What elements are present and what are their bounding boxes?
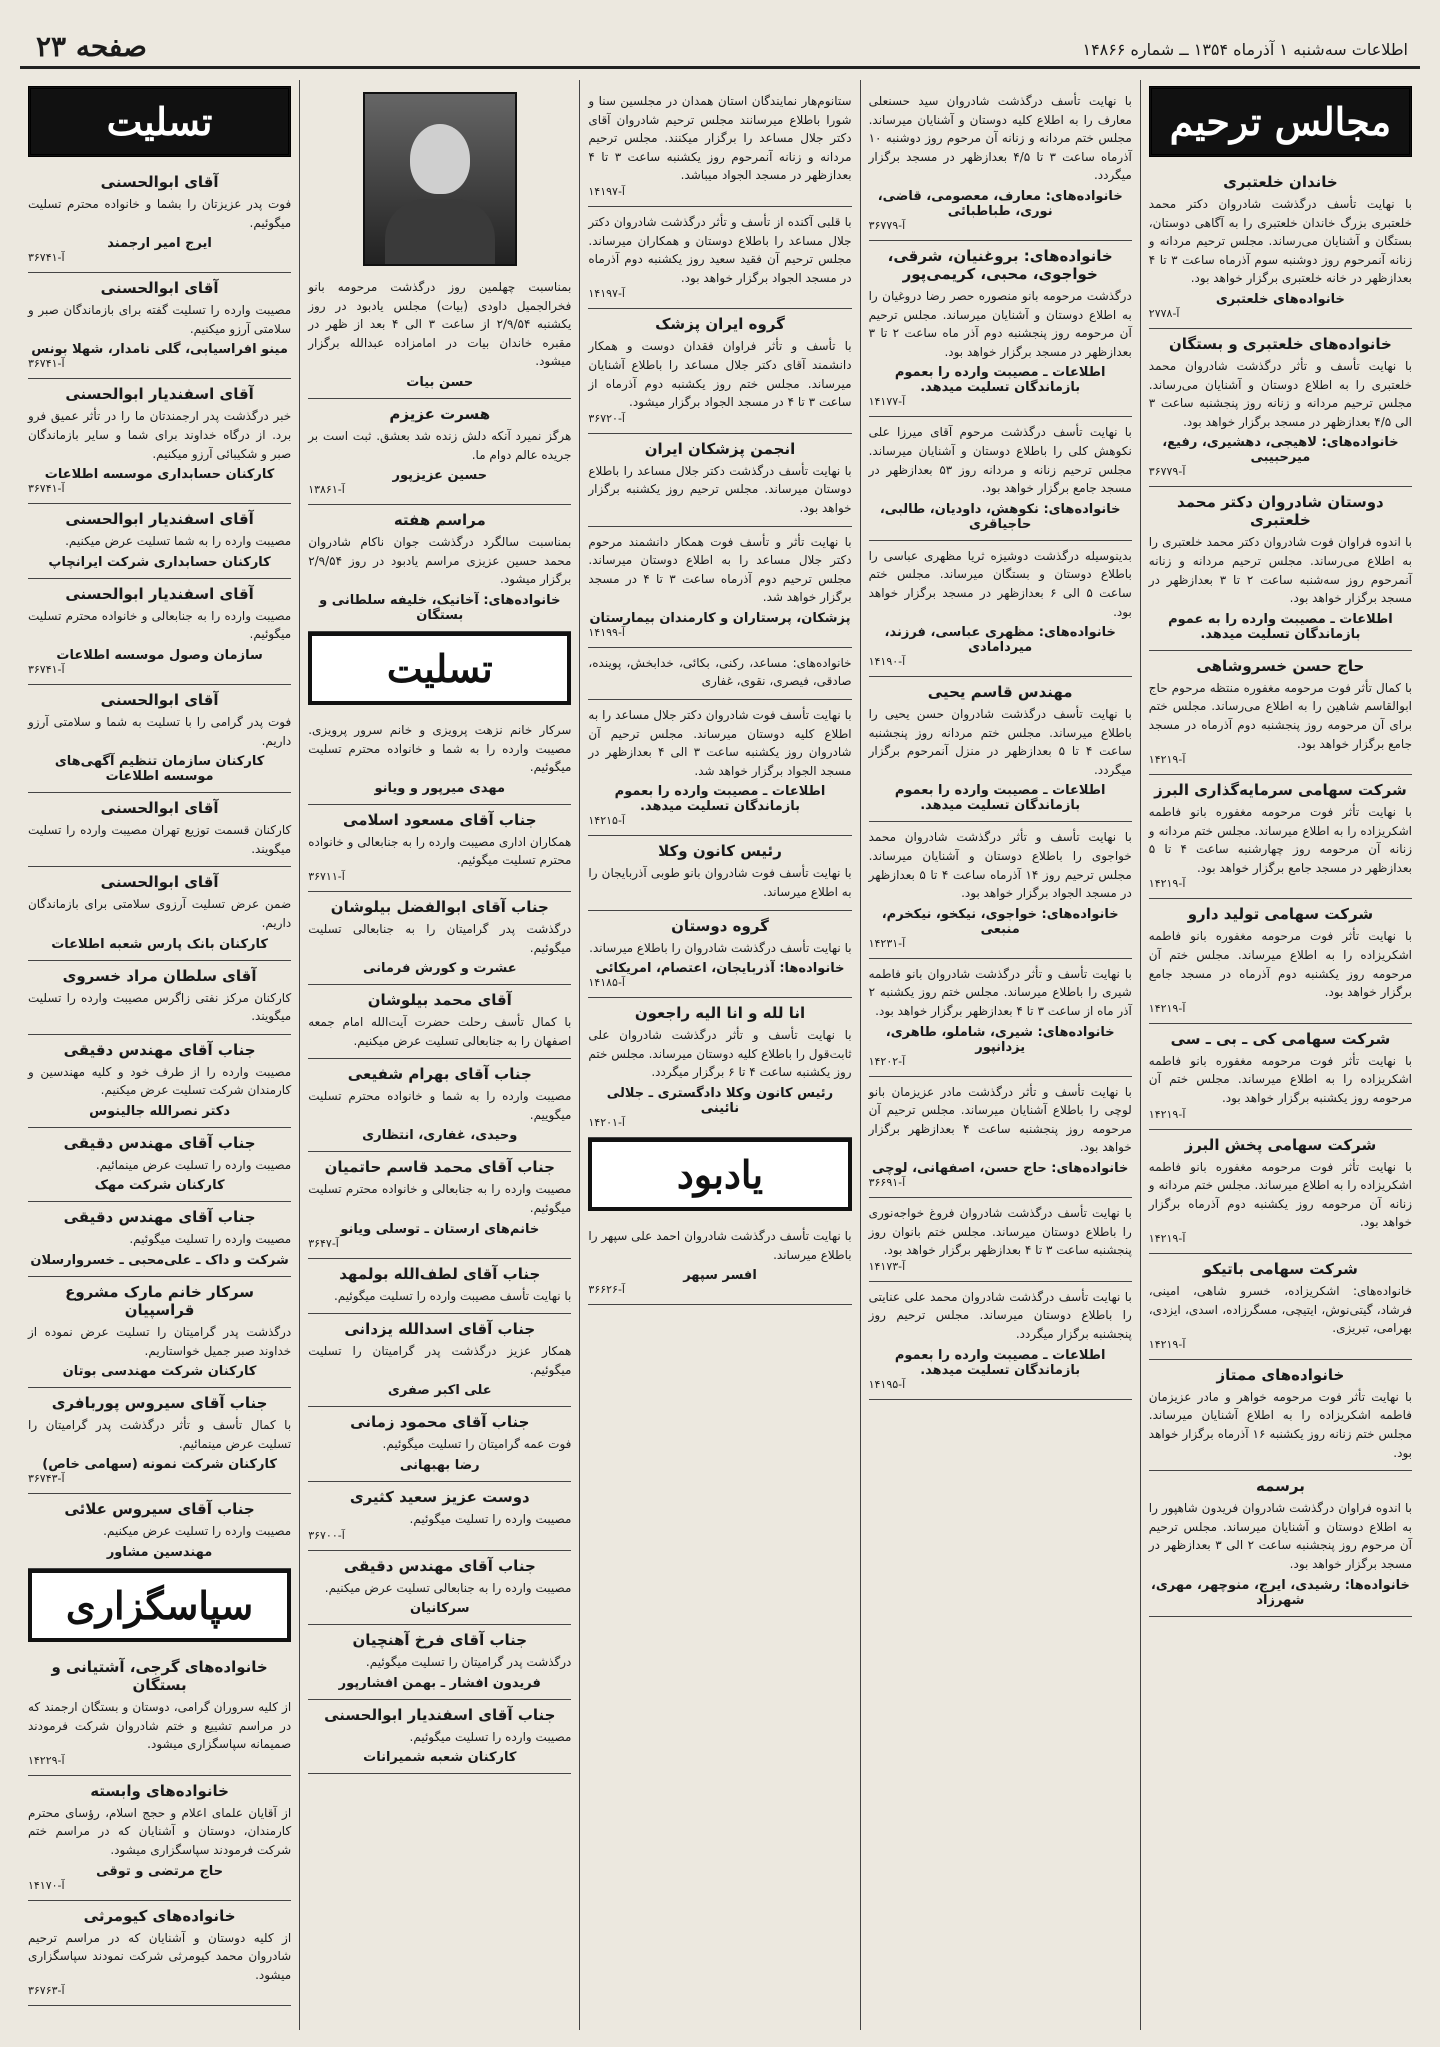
notice-body: با تأسف و تأثر فراوان فقدان دوست و همکار دانشمند آقای دکتر جلال مساعد را باطلاع آشنایان میرساند. مجلس ختم روز یکشنبه دوم آذرماه از ساعت ۳ تا ۴ در مسجد الجواد برگزار میشود.: [588, 339, 852, 410]
notice-signature: اطلاعات ـ مصیبت وارده را بعموم بازماندگان تسلیت میدهد.: [894, 783, 1106, 814]
notice-signature: افسر سپهر: [683, 1268, 757, 1284]
notice-signature: وحیدی، غفاری، انتظاری: [362, 1128, 518, 1144]
notice: [28, 379, 291, 504]
notice-body: همکاران اداری مصیبت وارده را به جنابعالی و خانواده محترم تسلیت میگوئیم.: [308, 834, 572, 868]
notice: [28, 167, 291, 273]
notice: [869, 677, 1132, 822]
tasliyat-banner: تسلیت: [28, 86, 291, 157]
notice: [588, 309, 851, 433]
notice-signature: خانواده‌های: شیری، شاملو، طاهری، یزدانپور: [885, 1024, 1115, 1055]
tasliyat-banner-2: تسلیت: [308, 632, 571, 705]
notice: [588, 207, 851, 309]
notice-code: آ-۳۶۷۷۹: [1148, 465, 1186, 479]
notice-code: آ-۳۶۶۹۱: [868, 1176, 906, 1189]
notice-code: آ-۱۴۱۸۵: [588, 976, 625, 990]
notice-signature: سرکانیان: [410, 1601, 470, 1617]
notice-code: آ-۳۶۷۶۳: [27, 1984, 65, 1998]
notice-signature: خانواده‌ها: رشیدی، ایرج، منوچهر، مهری، شهرزاد: [1150, 1577, 1410, 1608]
notice-code: آ-۱۴۱۷۷: [868, 395, 906, 409]
notice: [588, 998, 851, 1138]
notice-signature: فریدون افشار ـ بهمن افشارپور: [338, 1675, 541, 1691]
notice-code: آ-۳۶۶۲۶: [588, 1283, 625, 1297]
notice: [308, 1314, 571, 1407]
notice: [308, 1259, 571, 1315]
notice-body: درگذشت پدر گرامیتان را تسلیت میگوئیم.: [365, 1655, 572, 1670]
notice: [588, 836, 851, 910]
notice-title: رئیس کانون وکلا: [658, 842, 782, 861]
notice-body: با نهایت تأسف درگذشت مرحوم آقای میرزا علی نکوهش کلی را باطلاع دوستان و آشنایان میرساند. مجلس ترحیم زنانه و مردانه روز ۵۳ بعدازظهر در مسجد جامع برگزار خواهد بود.: [868, 425, 1132, 496]
notice-title: آقای ابوالحسنی: [100, 279, 219, 298]
notice-title: جناب آقای محمود زمانی: [350, 1413, 530, 1432]
notice: [308, 892, 571, 985]
notice-title: شرکت سهامی سرمایه‌گذاری البرز: [1154, 781, 1407, 800]
notice-title: آقای ابوالحسنی: [100, 690, 219, 709]
notice-body: مصیبت وارده را تسلیت میگوئیم.: [409, 1512, 572, 1527]
notice-body: کارکنان قسمت توزیع تهران مصیبت وارده را تسلیت میگویند.: [27, 823, 292, 856]
notice: [308, 399, 571, 505]
notice-title: آقای سلطان مراد خسروی: [62, 966, 257, 985]
notice: [28, 961, 291, 1035]
column-3: [579, 80, 859, 2030]
notice: [28, 867, 291, 960]
notice-title: مهندس قاسم یحیی: [927, 683, 1073, 702]
notice-body: فوت پدر گرامی را با تسلیت به شما و سلامتی آرزو داریم.: [27, 714, 292, 748]
notice-signature: کارکنان شعبه شمیرانات: [363, 1750, 517, 1766]
notice-title: جناب آقای مهندس دقیقی: [63, 1208, 256, 1227]
notice: [308, 1407, 571, 1482]
notice-body: با نهایت تأسف و تأثر درگذشت شادروان علی ثابت‌قول را باطلاع کلیه دوستان میرساند. مجلس ختم روز یکشنبه ساعت ۴ تا ۶ برگزار میگردد.: [588, 1028, 852, 1080]
notice-title: انا لله و انا الیه راجعون: [634, 1004, 806, 1023]
column-1: [1140, 80, 1420, 2030]
notice-code: آ-۱۴۲۱۹: [1148, 1337, 1186, 1351]
notice: [308, 1152, 571, 1258]
notice: [869, 86, 1132, 241]
notice-body: با کمال تأسف رحلت حضرت آیت‌الله امام جمعه اصفهان را به جنابعالی تسلیت عرض میکنیم.: [308, 1015, 572, 1048]
notice-body: با نهایت تأسف فوت شادروان دکتر جلال مساعد را به اطلاع کلیه دوستان میرساند. مجلس ترحیم آن شادروان روز یکشنبه ساعت ۳ الی ۴ بعدازظهر در مسجد الجواد برگزار خواهد شد.: [588, 708, 852, 778]
notice-body: همکار عزیز درگذشت پدر گرامیتان را تسلیت میگوئیم.: [308, 1344, 572, 1377]
majales-banner: مجالس ترحیم: [1149, 86, 1412, 157]
notice: [869, 1198, 1132, 1282]
notice-title: مراسم هفته: [393, 511, 486, 530]
notice-title: جناب آقای سیروس علائی: [64, 1500, 255, 1519]
notice-body: با نهایت تأسف و تأثر درگذشت شادروان بانو فاطمه شیری را باطلاع میرساند. مجلس ختم روز یکشنبه ۲ آذر ماه از ساعت ۳ تا ۴ بعدازظهر برگزار خواهد بود.: [868, 966, 1132, 1019]
notice-code: آ-۱۴۱۹۵: [868, 1377, 906, 1391]
notice-code: آ-۱۴۲۱۹: [1148, 1232, 1186, 1245]
notice: [1149, 1254, 1412, 1360]
notice-signature: رئیس کانون وکلا دادگستری ـ جلالی نائینی: [606, 1086, 834, 1116]
notice: [869, 241, 1132, 417]
notice-signature: خانواده‌ها: آذربایجان، اعتصام، امریکائی: [595, 961, 845, 977]
notice-body: سرکار خانم نزهت پرویزی و خانم سرور پرویزی. مصیبت وارده را به شما و خانواده محترم تسلیت میگوئیم.: [308, 722, 572, 775]
notice-body: مصیبت وارده را تسلیت عرض مینمائیم.: [95, 1157, 292, 1172]
notice-body: با نهایت تأسف درگذشت شادروان سید حسنعلی معارف را به اطلاع کلیه دوستان و آشنایان میرساند. مجلس ختم مردانه و زنانه آن مرحوم روز دوشنبه ۱۰ آذرماه ساعت ۳ تا ۴/۵ بعدازظهر در مسجد برگزار میگردد.: [868, 94, 1132, 183]
notice-title: خانواده‌های خلعتبری و بستگان: [1168, 334, 1392, 353]
notice-body: با نهایت تأسف فوت شادروان بانو طوبی آذربایجان را به اطلاع میرساند.: [588, 866, 852, 900]
notice: [588, 86, 851, 207]
notice-title: شرکت سهامی تولید دارو: [1187, 905, 1374, 924]
notice-body: با نهایت تأثر فوت مرحومه خواهر و مادر عزیزمان فاطمه اشکریزاده را به اطلاع آشنایان میرساند. مجلس ختم زنانه روز یکشنبه ۱۶ آذرماه برگزار خواهد بود.: [1148, 1389, 1412, 1460]
notice-title: جناب آقای لطف‌الله بولمهد: [339, 1264, 541, 1283]
notice-body: با نهایت تأثر فوت مرحومه مغفوره بانو فاطمه اشکریزاده را به اطلاع میرساند. مجلس ختم مردانه و زنانه آن مرحومه روز یکشنبه دوم آذرماه برگزار خواهد بود.: [1148, 1159, 1412, 1230]
notice: [28, 504, 291, 579]
notice: [308, 505, 571, 632]
notice-title: آقای اسفندیار ابوالحسنی: [65, 510, 254, 529]
notice-title: خاندان خلعتبری: [1223, 173, 1338, 191]
notice: [1149, 1024, 1412, 1130]
notice-title: خانواده‌های گرجی، آشتیانی و بستگان: [51, 1658, 268, 1695]
column-5: [20, 80, 299, 2030]
notice-code: آ-۱۴۱۹۷: [588, 287, 625, 301]
notice-body: مصیبت وارده را تسلیت عرض میکنیم.: [103, 1524, 292, 1539]
notice-body: با نهایت تأسف درگذشت شادروان محمد علی عنایتی را باطلاع دوستان میرساند. مجلس ترحیم روز پنجشنبه برگزار میگردد.: [868, 1289, 1132, 1341]
notice-signature: خانواده‌های خلعتبری: [1215, 291, 1345, 307]
notice-code: آ-۳۶۷۴۱: [27, 662, 65, 676]
notice: [869, 541, 1132, 677]
notice-code: آ-۳۶۷۱۱: [308, 869, 345, 883]
notice-signature: خانواده‌های: لاهیجی، دهشیری، رفیع، میرحبیبی: [1162, 435, 1399, 466]
notice-title: حاج حسن خسروشاهی: [1196, 656, 1365, 675]
notice: [1149, 329, 1412, 487]
notice-signature: خانواده‌های: نکوهش، داودیان، طالبی، حاجیاقری: [879, 501, 1121, 532]
notice-code: آ-۳۶۷۰۰: [308, 1528, 345, 1542]
notice: [308, 272, 571, 399]
notice-code: آ-۳۶۷۷۹: [868, 218, 906, 232]
notice: [588, 911, 851, 999]
notice: [588, 434, 851, 527]
notice-body: از آقایان علمای اعلام و حجج اسلام، رؤسای محترم کارمندان، دوستان و آشنایان که در مراسم ختم شرکت فرمودند سپاسگزاری میشود.: [27, 1805, 292, 1857]
notice-body: مصیبت وارده را به جنابعالی و خانواده محترم تسلیت میگوئیم.: [27, 608, 292, 642]
notice-code: آ-۳۶۴۷: [308, 1236, 339, 1250]
notice-body: با نهایت تأسف درگذشت شادروان احمد علی سپهر را باطلاع میرساند.: [588, 1229, 852, 1262]
notice-code: آ-۳۶۷۴۱: [27, 251, 65, 265]
notice-body: مصیبت وارده را به شما و خانواده محترم تسلیت میگوییم.: [308, 1089, 572, 1122]
page-header: [20, 26, 1420, 69]
notice-body: با نهایت تأثر و تأسف فوت همکار دانشمند مرحوم دکتر جلال مساعد را به اطلاع دوستان میرساند. مجلس ترحیم دوم آذرماه ساعت ۳ تا ۴ در مسجد برگزار خواهد شد.: [588, 534, 852, 605]
notice-body: مصیبت وارده را تسلیت میگوئیم.: [409, 1729, 572, 1744]
notice-signature: رضا بهبهانی: [399, 1458, 480, 1474]
notice-signature: شرکت و داک ـ علی‌محبی ـ خسروارسلان: [30, 1253, 289, 1269]
notice-body: با نهایت تأسف درگذشت شادروان فروغ خواجه‌نوری را باطلاع دوستان میرساند. مجلس ختم بانوان روز پنجشنبه ساعت ۳ تا ۴ بعدازظهر برگزار خواهد بود.: [868, 1206, 1132, 1258]
notice: [308, 1551, 571, 1626]
notice-signature: اطلاعات ـ مصیبت وارده را بعموم بازماندگان تسلیت میدهد.: [614, 784, 826, 815]
notice-title: جناب آقای بهرام شفیعی: [347, 1065, 532, 1084]
notice-title: جناب آقای مسعود اسلامی: [343, 810, 537, 829]
notice: [1149, 487, 1412, 650]
notice-title: جناب آقای محمد قاسم حاتمیان: [324, 1158, 555, 1177]
notice-body: با نهایت تأسف و تأثر درگذشت شادروان محمد خواجوی را باطلاع دوستان و آشنایان میرساند. مجلس ترحیم روز ۱۴ آذرماه ساعت ۴ تا ۵ بعدازظهر در مسجد الجواد برگزار خواهد بود.: [868, 830, 1132, 901]
notice-signature: خانواده‌های: حاج حسن، اصفهانی، لوچی: [871, 1161, 1129, 1176]
notice-body: ستانوم‌هار نمایندگان استان همدان در مجلسین سنا و شورا باطلاع میرسانند مجلس ترحیم شادروان آقای دکتر جلال مساعد را برگزار میکنند. مجلس ترحیم مردانه و زنانه آنمرحوم روز یکشنبه ساعت ۳ تا ۴ بعدازظهر در مسجد الجواد میباشد.: [588, 94, 852, 183]
notice-title: برسمه: [1255, 1477, 1305, 1496]
notice-body: فوت پدر عزیزتان را بشما و خانواده محترم تسلیت میگوئیم.: [27, 197, 292, 230]
notice-body: درگذشت مرحومه بانو منصوره حصر رضا دروغیان را به اطلاع دوستان و آشنایان میرساند. مجلس ترحیم آن مرحومه روز پنجشنبه دوم آذر ماه ساعت ۲ تا ۳ بعدازظهر در مسجد برگزار خواهد بود.: [868, 288, 1132, 359]
notice-title: شرکت سهامی باتیکو: [1202, 1260, 1358, 1278]
notice-body: از کلیه سروران گرامی، دوستان و بستگان ارجمند که در مراسم تشییع و ختم شادروان شرکت فرمودند صمیمانه سپاسگزاری میشود.: [27, 1700, 292, 1752]
notice-code: آ-۳۶۷۴۳: [27, 1472, 65, 1486]
page-number: صفحه ۲۳: [36, 30, 147, 63]
notice-body: مصیبت وارده را به شما تسلیت عرض میکنیم.: [65, 534, 292, 549]
notice: [28, 1652, 291, 1776]
notice: [28, 1776, 291, 1901]
notice-body: با نهایت تأسف درگذشت شادروان حسن یحیی را باطلاع میرساند. مجلس ختم مردانه روز پنجشنبه ساعت ۴ تا ۵ بعدازظهر در منزل آنمرحوم برگزار میگردد.: [868, 707, 1132, 777]
notice: [869, 417, 1132, 540]
notice: [308, 805, 571, 892]
notice: [308, 715, 571, 805]
notice-signature: خانواده‌های: معارف، معصومی، قاضی، نوری، طباطبائی: [877, 188, 1123, 219]
notice: [1149, 1360, 1412, 1471]
notice-signature: کارکنان بانک پارس شعبه اطلاعات: [51, 936, 268, 952]
notice: [308, 1625, 571, 1700]
notice-body: مصیبت وارده را از طرف خود و کلیه مهندسین و کارمندان شرکت تسلیت عرض میکنیم.: [27, 1064, 292, 1098]
notice-title: دوست عزیز سعید کثیری: [349, 1488, 530, 1507]
notice-title: خانواده‌های وابسته: [90, 1781, 229, 1800]
notice-code: آ-۳۶۷۴۱: [27, 357, 65, 371]
notice-code: آ-۱۳۸۶۱: [308, 483, 345, 497]
notice-signature: اطلاعات ـ مصیبت وارده را بعموم بازماندگان تسلیت میدهد.: [894, 365, 1106, 396]
notice-signature: اطلاعات ـ مصیبت وارده را به عموم بازماندگان تسلیت میدهد.: [1168, 611, 1393, 642]
notice-title: شرکت سهامی پخش البرز: [1184, 1135, 1377, 1154]
column-2: [860, 80, 1140, 2030]
notice-body: کارکنان مرکز نفتی زاگرس مصیبت وارده را تسلیت میگویند.: [27, 990, 292, 1024]
notice-signature: خانواده‌های: آخانیک، خلیفه سلطانی و بستگان: [319, 592, 561, 623]
notice-signature: خانم‌های ارستان ـ توسلی ویانو: [340, 1221, 540, 1237]
notice-body: با قلبی آکنده از تأسف و تأثر درگذشت شادروان دکتر جلال مساعد را باطلاع دوستان و همکاران میرساند. مجلس ترحیم آن فقید سعید روز یکشنبه دوم آذرماه در مسجد الجواد برگزار خواهد بود.: [588, 214, 852, 285]
notice: [1149, 651, 1412, 775]
notice-title: جناب آقای سیروس پوربافری: [51, 1394, 268, 1413]
notice-code: آ-۱۴۲۰۲: [868, 1054, 906, 1068]
notice-title: جناب آقای مهندس دقیقی: [63, 1133, 256, 1152]
notice-signature: اطلاعات ـ مصیبت وارده را بعموم بازماندگان تسلیت میدهد.: [894, 1347, 1106, 1378]
notice-body: خانواده‌های: اشکریزاده، خسرو شاهی، امینی، فرشاد، گیتی‌نوش، ایتیچی، مسگرزاده، اسدی، ایزدی، بهرامی، تبریزی.: [1148, 1284, 1412, 1336]
notice-code: آ-۱۴۱۷۳: [868, 1259, 906, 1273]
notice: [1149, 167, 1412, 329]
notice-body: با کمال تأسف و تأثر درگذشت پدر گرامیتان را تسلیت عرض مینمائیم.: [27, 1418, 292, 1451]
notice: [28, 273, 291, 379]
notice: [1149, 899, 1412, 1023]
notice-body: مصیبت وارده را تسلیت گفته برای بازماندگان صبر و سلامتی آرزو میکنیم.: [27, 303, 292, 336]
notice-signature: عشرت و کورش فرمانی: [362, 961, 517, 977]
notice-title: خانواده‌های کیومرثی: [83, 1906, 236, 1925]
notice-title: گروه دوستان: [671, 916, 769, 935]
notice-title: آقای ابوالحسنی: [100, 173, 219, 191]
notice-body: با اندوه فراوان فوت شادروان دکتر محمد خلعتبری را به اطلاع می‌رساند. مجلس ترحیم مردانه و زنانه آنمرحوم روز سه‌شنبه ساعت ۲ تا ۳ بعدازظهر در مسجد برگزار خواهد بود.: [1148, 535, 1413, 606]
notice-title: انجمن پزشکان ایران: [644, 439, 796, 458]
notice-title: خانواده‌های: بروغنیان، شرقی، خواجوی، محبی، کریمی‌پور: [887, 246, 1113, 283]
notice-body: با کمال تأثر فوت مرحومه مغفوره منتظه مرحوم حاج ابوالقاسم شاهین را به اطلاع می‌رساند. مجلس ختم برای آن مرحومه روز پنجشنبه دوم آذرماه در مسجد جامع برگزار خواهد بود.: [1148, 680, 1412, 751]
notice-body: با نهایت تأسف مصیبت وارده را تسلیت میگوئیم.: [333, 1288, 572, 1303]
notice-body: با اندوه فراوان درگذشت شادروان فریدون شاهپور را به اطلاع دوستان و آشنایان میرساند. مجلس ترحیم آن مرحوم روز پنجشنبه ساعت ۲ الی ۳ بعدازظهر در مسجد برگزار خواهد بود.: [1148, 1501, 1412, 1571]
notice-code: آ-۱۴۲۰۱: [588, 1116, 625, 1129]
notice-code: آ-۲۷۷۸: [1148, 306, 1180, 320]
notice-code: آ-۱۴۱۷۰: [27, 1878, 65, 1892]
notice-signature: علی اکبر صفری: [387, 1383, 492, 1399]
notice-body: هرگز نمیرد آنکه دلش زنده شد بعشق. ثبت است بر جریده عالم دوام ما.: [308, 428, 572, 462]
notice: [28, 1494, 291, 1569]
notice: [588, 700, 851, 836]
notice-body: درگذشت پدر گرامیتان را به جنابعالی تسلیت میگوئیم.: [308, 921, 572, 955]
notice-title: سرکار خانم مارک مشروع قراسپیان: [65, 1283, 255, 1320]
column-4: [299, 80, 579, 2030]
notice: [588, 527, 851, 648]
notice: [28, 685, 291, 793]
notice-title: گروه ایران پزشک: [655, 315, 785, 334]
notice-body: با نهایت تأثر فوت مرحومه مغفوره بانو فاطمه اشکریزاده را به اطلاع میرساند. مجلس ختم آن مرحومه روز یکشنبه دوم آذرماه در مسجد جامع برگزار خواهد بود.: [1148, 929, 1412, 1000]
notice: [308, 1059, 571, 1152]
notice-code: آ-۳۶۷۴۱: [27, 482, 65, 496]
yadbood-banner: یادبود: [588, 1138, 851, 1211]
notice: [308, 985, 571, 1059]
notice-code: آ-۱۴۱۹۹: [588, 625, 625, 639]
notice-body: بدینوسیله درگذشت دوشیزه ثریا مظهری عباسی را باطلاع دوستان و بستگان میرساند. مجلس ختم ساعت ۵ الی ۶ بعدازظهر در مسجد برگزار خواهد بود.: [868, 548, 1132, 619]
notice: [28, 579, 291, 685]
notice-body: از کلیه دوستان و آشنایان که در مراسم ترحیم شادروان محمد کیومرثی شرکت نمودند سپاسگزاری میشود.: [27, 1930, 292, 1982]
notice: [28, 1901, 291, 2007]
notice-title: آقای ابوالحسنی: [100, 873, 219, 892]
notice-signature: کارکنان حسابداری موسسه اطلاعات: [44, 467, 275, 483]
notice: [28, 793, 291, 867]
notice: [588, 1221, 851, 1305]
notice: [28, 1128, 291, 1203]
notice-signature: خانواده‌های: خواجوی، نیکخو، نیکخرم، منبعی: [881, 906, 1119, 937]
notice-body: با نهایت تأسف و تأثر درگذشت شادروان محمد خلعتبری را به اطلاع دوستان و آشنایان می‌رساند. مجلس ترحیم مردانه و زنانه روز پنجشنبه ساعت ۳ الی ۴/۵ بعدازظهر در مسجد برگزار خواهد بود.: [1148, 358, 1412, 429]
notice-title: جناب آقای ابوالفضل بیلوشان: [330, 897, 549, 916]
notice-body: ضمن عرض تسلیت آرزوی سلامتی برای بازماندگان داریم.: [27, 897, 292, 930]
notice-title: خانواده‌های ممتاز: [1216, 1365, 1345, 1384]
notice-signature: کارکنان سازمان تنظیم آگهی‌های موسسه اطلاعات: [54, 754, 265, 785]
notice-title: هسرت عزیزم: [389, 404, 491, 423]
notice: [869, 959, 1132, 1077]
notice-body: بمناسبت سالگرد درگذشت جوان ناکام شادروان محمد حسین عزیزی مراسم یادبود در روز ۲/۹/۵۴ برگزار میشود.: [308, 535, 572, 587]
notice-title: جناب آقای اسدالله یزدانی: [344, 1320, 536, 1339]
notice: [28, 1202, 291, 1277]
notice: [1149, 1471, 1412, 1616]
notice-body: مصیبت وارده را به جنابعالی تسلیت عرض میکنیم.: [324, 1580, 572, 1595]
notice-code: آ-۱۴۲۱۵: [588, 814, 625, 828]
notice-body: مصیبت وارده را به جنابعالی و خانواده محترم تسلیت میگوئیم.: [308, 1182, 572, 1216]
notice-body: با نهایت تأسف درگذشت شادروان را باطلاع میرساند.: [589, 940, 852, 955]
notice-signature: پزشکان، پرستاران و کارمندان بیمارستان: [589, 610, 851, 626]
notice-signature: کارکنان شرکت مهک: [94, 1178, 225, 1194]
notice-body: با نهایت تأثر فوت مرحومه مغفوره بانو فاطمه اشکریزاده را به اطلاع میرساند. مجلس ختم آن مرحومه روز یکشنبه برگزار خواهد بود.: [1148, 1053, 1412, 1106]
notice-body: با نهایت تأسف درگذشت شادروان دکتر محمد خلعتبری بزرگ خاندان خلعتبری را به آگاهی دوستان، بستگان و آشنایان می‌رساند. مجلس ترحیم مردانه و زنانه آنمرحوم روز دوشنبه سوم آذرماه ساعت ۳ تا ۴ بعدازظهر در خانه خلعتبری برگزار خواهد بود.: [1148, 197, 1412, 286]
notice-body: بمناسبت چهلمین روز درگذشت مرحومه بانو فخرالجمیل داودی (بیات) مجلس یادبود در روز یکشنبه ۲/۹/۵۴ از ساعت ۳ الی ۴ بعد از ظهر در مقبره خاندان بیات در امامزاده عبدالله برگزار میشود.: [308, 280, 572, 369]
notice-body: با نهایت تأسف درگذشت دکتر جلال مساعد را باطلاع دوستان میرساند. مجلس ترحیم روز یکشنبه برگزار خواهد بود.: [588, 463, 852, 515]
notice-title: آقای اسفندیار ابوالحسنی: [65, 584, 254, 603]
notice-signature: حسن بیات: [406, 374, 474, 390]
notice-signature: مهدی میرپور و ویانو: [374, 780, 506, 796]
columns-grid: [20, 80, 1420, 2030]
dateline: اطلاعات سه‌شنبه ۱ آذرماه ۱۳۵۴ ــ شماره ۱۴۸۶۶: [1082, 40, 1408, 59]
notice-title: جناب آقای مهندس دقیقی: [343, 1556, 536, 1575]
notice-code: آ-۱۴۲۱۹: [1148, 1001, 1186, 1015]
notice-signature: مهندسین مشاور: [106, 1545, 213, 1561]
notice-code: آ-۱۴۲۱۹: [1148, 877, 1186, 891]
notice: [308, 1700, 571, 1775]
notice-title: جناب آقای فرخ آهنچیان: [352, 1631, 528, 1650]
notice: [869, 1282, 1132, 1400]
notice: [308, 1482, 571, 1551]
notice-signature: دکتر نصرالله جالینوس: [89, 1103, 230, 1119]
notice-body: فوت عمه گرامیتان را تسلیت میگوئیم.: [382, 1437, 572, 1452]
notice: [869, 1077, 1132, 1198]
notice-signature: حسین عزیزپور: [392, 468, 488, 484]
notice: [28, 1035, 291, 1128]
notice-signature: حاج مرتضی و توقی: [96, 1863, 224, 1879]
notice-signature: خانواده‌های: مظهری عباسی، فرزند، میردامادی: [884, 625, 1116, 656]
notice-code: آ-۱۴۲۳۱: [868, 936, 906, 950]
notice-title: جناب آقای مهندس دقیقی: [63, 1040, 256, 1059]
notice-body: با نهایت تأثر فوت مرحومه مغفوره بانو فاطمه اشکریزاده را به اطلاع میرساند. مجلس ختم مردانه و زنانه آن مرحومه روز چهارشنبه ساعت ۴ تا ۵ بعدازظهر در مسجد جامع برگزار خواهد بود.: [1148, 805, 1412, 875]
notice-title: شرکت سهامی کی ـ بی ـ سی: [1170, 1029, 1391, 1048]
notice-body: با نهایت تأسف و تأثر درگذشت مادر عزیزمان بانو لوچی را باطلاع آشنایان میرساند. مجلس ترحیم آن مرحومه روز پنجشنبه ساعت ۴ بعدازظهر برگزار خواهد بود.: [868, 1084, 1132, 1155]
notice-body: خبر درگذشت پدر ارجمندتان ما را در تأثر عمیق فرو برد. از درگاه خداوند برای شما و سایر بازماندگان صبر و شکیبائی آرزو میکنیم.: [27, 409, 292, 461]
notice-title: آقای ابوالحسنی: [100, 799, 219, 818]
notice-code: آ-۱۴۱۹۰: [868, 655, 906, 669]
notice-code: آ-۳۶۷۲۰: [588, 411, 625, 425]
notice-signature: ایرج امیر ارجمند: [107, 236, 212, 252]
notice-title: دوستان شادروان دکتر محمد خلعتبری: [1177, 493, 1384, 530]
notice-code: آ-۱۴۱۹۷: [588, 184, 625, 198]
notice-body: درگذشت پدر گرامیتان را تسلیت عرض نموده از خداوند صبر جمیل خواستاریم.: [27, 1325, 292, 1358]
notice-code: آ-۱۴۲۲۹: [27, 1753, 65, 1767]
notice-title: آقای اسفندیار ابوالحسنی: [65, 385, 254, 404]
notice-title: جناب آقای اسفندیار ابوالحسنی: [324, 1705, 556, 1724]
notice: [869, 822, 1132, 958]
notice: [1149, 775, 1412, 899]
notice: [1149, 1130, 1412, 1254]
notice-signature: کارکنان شرکت نمونه (سهامی خاص): [42, 1457, 277, 1473]
notice-signature: کارکنان شرکت مهندسی بوتان: [62, 1364, 257, 1380]
notice-body: خانواده‌های: مساعد، رکنی، بکائی، خدابخش، پوینده، صادقی، فیصری، نقوی، غفاری: [588, 655, 852, 689]
notice-title: آقای محمد بیلوشان: [367, 991, 512, 1010]
notice-signature: مینو افراسیابی، گلی نامدار، شهلا بونس: [31, 342, 288, 358]
notice-code: آ-۱۴۲۱۹: [1148, 1107, 1186, 1121]
portrait-photo: [363, 92, 517, 266]
sepasgozari-banner: سپاسگزاری: [28, 1569, 291, 1642]
notice-signature: سازمان وصول موسسه اطلاعات: [56, 647, 263, 663]
notice: [28, 1388, 291, 1494]
notice: [28, 1277, 291, 1388]
notice-body: مصیبت وارده را تسلیت میگوئیم.: [129, 1232, 292, 1247]
notice: [588, 648, 851, 700]
notice-signature: کارکنان حسابداری شرکت ایرانچاپ: [48, 554, 271, 570]
notice-code: آ-۱۴۲۱۹: [1148, 753, 1186, 767]
